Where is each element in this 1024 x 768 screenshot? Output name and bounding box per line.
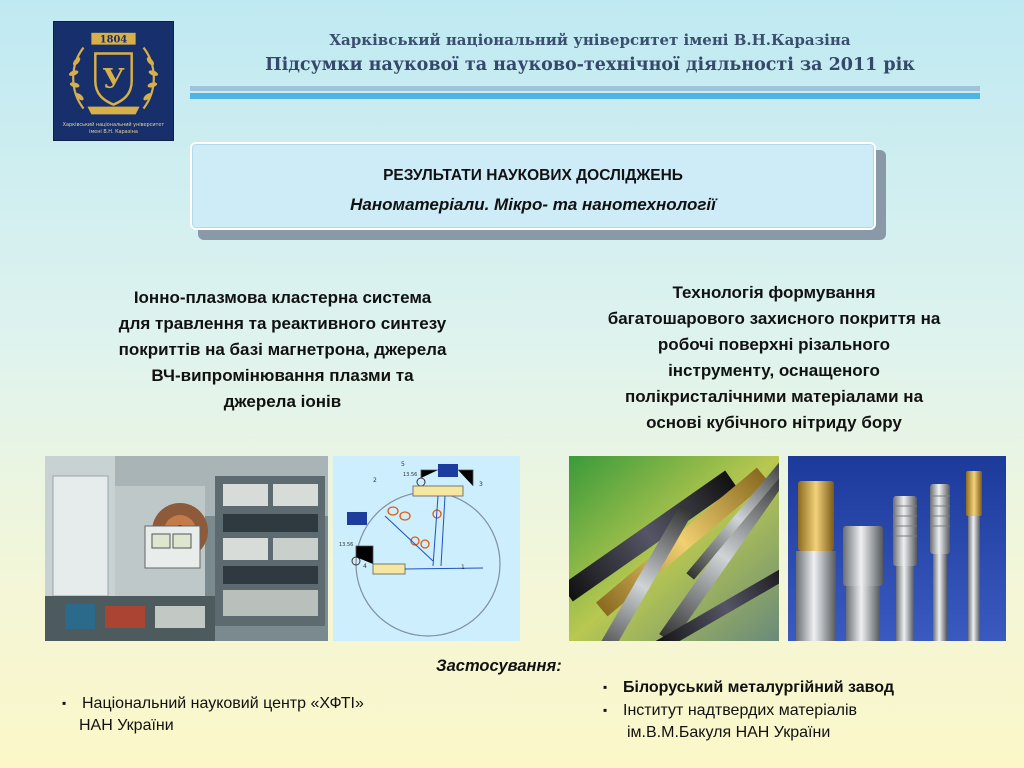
- bullet-icon: ▪: [603, 680, 608, 694]
- logo-caption-1: Харківський національний університет: [62, 122, 165, 129]
- left-description: [45, 285, 520, 415]
- header-divider-dark: [190, 93, 980, 99]
- diagram-label: 5: [401, 461, 405, 468]
- university-logo: [53, 21, 174, 141]
- header-divider-light: [190, 86, 980, 91]
- banner-heading: РЕЗУЛЬТАТИ НАУКОВИХ ДОСЛІДЖЕНЬ: [383, 167, 683, 184]
- cutting-tools-photo: [788, 456, 1006, 641]
- diagram-label: 13.56: [339, 542, 354, 548]
- report-title: Підсумки наукової та науково-технічної діяльності за 2011 рік: [265, 55, 915, 75]
- bullet-icon: ▪: [603, 703, 608, 717]
- list-item-continuation: НАН України: [79, 717, 174, 734]
- right-description-line: робочі поверхні різального: [657, 335, 891, 354]
- drills-photo: [569, 456, 779, 641]
- application-text: Національний науковий центр «ХФТІ»: [82, 695, 364, 712]
- list-item: [603, 676, 894, 699]
- left-description-line: ВЧ-випромінювання плазми та: [151, 366, 414, 385]
- left-description-line: покриттів на базі магнетрона, джерела: [118, 340, 447, 359]
- university-emblem-icon: [54, 22, 173, 140]
- diagram-label: 2: [373, 477, 377, 484]
- list-item-continuation: ім.В.М.Бакуля НАН України: [627, 724, 831, 741]
- applications-left: [62, 692, 364, 737]
- left-description-line: для травлення та реактивного синтезу: [118, 314, 447, 333]
- list-item: [603, 699, 894, 722]
- section-banner: [190, 142, 876, 230]
- logo-letter: У: [102, 62, 125, 95]
- right-description: [538, 280, 1010, 436]
- right-description-line: інструменту, оснащеного: [668, 361, 880, 380]
- list-item: [62, 692, 364, 715]
- logo-caption-2: імені В.Н. Каразіна: [89, 129, 138, 136]
- applications-right: [603, 676, 894, 744]
- left-description-line: Іонно-плазмова кластерна система: [133, 288, 432, 307]
- logo-year: 1804: [99, 34, 128, 46]
- diagram-label: 4: [363, 563, 367, 570]
- right-description-line: основі кубічного нітриду бору: [646, 413, 902, 432]
- applications-heading: Застосування:: [436, 657, 562, 675]
- diagram-label: 13.56: [403, 472, 418, 478]
- application-text: Білоруський металургійний завод: [623, 679, 894, 696]
- system-schematic-diagram: [333, 456, 520, 641]
- right-description-line: полікристалічними матеріалами на: [624, 387, 924, 406]
- banner-subheading: Наноматеріали. Мікро- та нанотехнології: [350, 195, 716, 214]
- diagram-label: 3: [479, 481, 483, 488]
- application-text: Інститут надтвердих матеріалів: [623, 702, 858, 719]
- diagram-label: 1: [461, 564, 465, 571]
- right-description-line: багатошарового захисного покриття на: [607, 309, 941, 328]
- bullet-icon: ▪: [62, 696, 67, 710]
- lab-equipment-photo: [45, 456, 328, 641]
- left-description-line: джерела іонів: [223, 392, 342, 411]
- university-name: Харківський національний університет імені В.Н.Каразіна: [329, 31, 851, 49]
- right-description-line: Технологія формування: [672, 283, 876, 302]
